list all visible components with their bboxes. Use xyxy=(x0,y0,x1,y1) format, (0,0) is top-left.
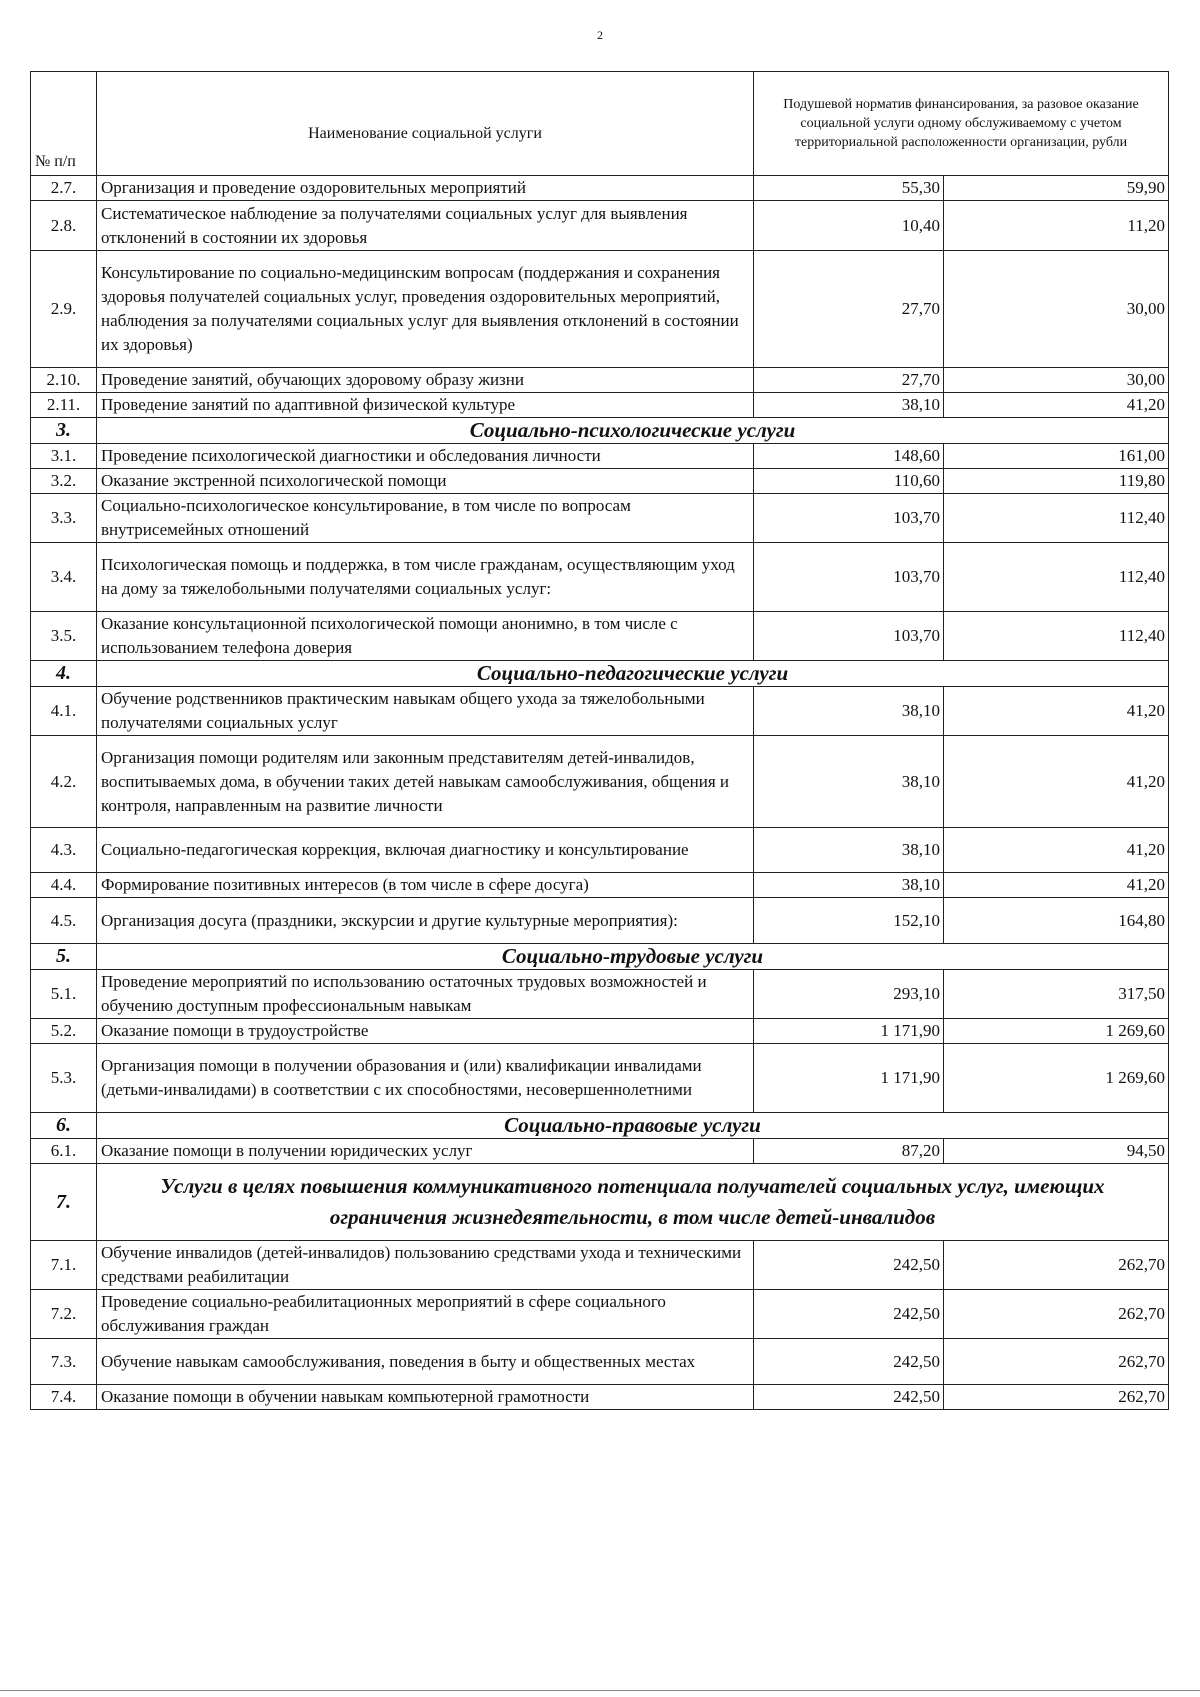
page-number: 2 xyxy=(597,28,603,42)
table-row xyxy=(31,828,1169,873)
row-number: 4.2. xyxy=(31,736,97,828)
row-number: 4.3. xyxy=(31,828,97,873)
norm-value-2: 164,80 xyxy=(944,898,1169,944)
service-name: Оказание консультационной психологической помощи анонимно, в том числе с использованием телефона доверия xyxy=(97,612,754,661)
norm-value-1: 87,20 xyxy=(754,1139,944,1164)
norm-value-2: 94,50 xyxy=(944,1139,1169,1164)
table-row xyxy=(31,873,1169,898)
norm-value-2: 262,70 xyxy=(944,1241,1169,1290)
row-number: 6.1. xyxy=(31,1139,97,1164)
service-name: Психологическая помощь и поддержка, в том числе гражданам, осуществляющим уход на дому за тяжелобольными получателями социальных услуг: xyxy=(97,543,754,612)
service-name: Обучение инвалидов (детей-инвалидов) пользованию средствами ухода и техническими средствами реабилитации xyxy=(97,1241,754,1290)
norm-value-2: 161,00 xyxy=(944,444,1169,469)
row-number: 3.2. xyxy=(31,469,97,494)
row-number: 2.8. xyxy=(31,201,97,251)
norm-value-1: 103,70 xyxy=(754,494,944,543)
table-row xyxy=(31,543,1169,612)
row-number: 5.1. xyxy=(31,970,97,1019)
table-row xyxy=(31,1290,1169,1339)
norm-value-2: 41,20 xyxy=(944,828,1169,873)
norm-value-1: 38,10 xyxy=(754,736,944,828)
norm-value-2: 41,20 xyxy=(944,687,1169,736)
service-name: Обучение навыкам самообслуживания, поведения в быту и общественных местах xyxy=(97,1339,754,1385)
table-row xyxy=(31,612,1169,661)
row-number: 5.2. xyxy=(31,1019,97,1044)
norm-value-2: 317,50 xyxy=(944,970,1169,1019)
table-row xyxy=(31,1385,1169,1410)
norm-value-1: 38,10 xyxy=(754,828,944,873)
row-number: 4.5. xyxy=(31,898,97,944)
section-title: Социально-трудовые услуги xyxy=(97,944,1169,970)
norm-value-1: 27,70 xyxy=(754,251,944,368)
service-name: Обучение родственников практическим навыкам общего ухода за тяжелобольными получателями социальных услуг xyxy=(97,687,754,736)
table-row xyxy=(31,1339,1169,1385)
norm-value-1: 148,60 xyxy=(754,444,944,469)
service-name: Социально-психологическое консультирование, в том числе по вопросам внутрисемейных отношений xyxy=(97,494,754,543)
norm-value-1: 10,40 xyxy=(754,201,944,251)
norm-value-2: 59,90 xyxy=(944,176,1169,201)
row-number: 5.3. xyxy=(31,1044,97,1113)
section-title: Услуги в целях повышения коммуникативного потенциала получателей социальных услуг, имеющих ограничения жизнедеятельности, в том числе детей-инвалидов xyxy=(97,1164,1169,1241)
norm-value-1: 55,30 xyxy=(754,176,944,201)
norm-value-1: 38,10 xyxy=(754,687,944,736)
service-name: Консультирование по социально-медицинским вопросам (поддержания и сохранения здоровья получателей социальных услуг, проведения оздоровительных мероприятий, наблюдения за получателями социальных услуг для выявления отклонений в состоянии их здоровья) xyxy=(97,251,754,368)
section-row xyxy=(31,1113,1169,1139)
table-row xyxy=(31,494,1169,543)
norm-value-1: 242,50 xyxy=(754,1339,944,1385)
table-row xyxy=(31,469,1169,494)
norm-value-1: 103,70 xyxy=(754,612,944,661)
table-row xyxy=(31,201,1169,251)
section-number: 5. xyxy=(31,944,97,970)
row-number: 4.4. xyxy=(31,873,97,898)
section-title: Социально-правовые услуги xyxy=(97,1113,1169,1139)
norm-value-2: 262,70 xyxy=(944,1290,1169,1339)
norm-value-2: 11,20 xyxy=(944,201,1169,251)
service-name: Социально-педагогическая коррекция, включая диагностику и консультирование xyxy=(97,828,754,873)
norm-value-2: 119,80 xyxy=(944,469,1169,494)
norm-value-2: 1 269,60 xyxy=(944,1044,1169,1113)
norm-value-2: 41,20 xyxy=(944,873,1169,898)
table-row xyxy=(31,687,1169,736)
norm-value-2: 262,70 xyxy=(944,1385,1169,1410)
norm-value-1: 152,10 xyxy=(754,898,944,944)
service-name: Проведение занятий по адаптивной физической культуре xyxy=(97,393,754,418)
row-number: 2.10. xyxy=(31,368,97,393)
norm-value-2: 41,20 xyxy=(944,393,1169,418)
table-row xyxy=(31,251,1169,368)
norm-value-1: 103,70 xyxy=(754,543,944,612)
service-name: Систематическое наблюдение за получателями социальных услуг для выявления отклонений в состоянии их здоровья xyxy=(97,201,754,251)
section-number: 6. xyxy=(31,1113,97,1139)
table-row xyxy=(31,176,1169,201)
section-title: Социально-психологические услуги xyxy=(97,418,1169,444)
norm-value-2: 112,40 xyxy=(944,494,1169,543)
norm-value-2: 112,40 xyxy=(944,612,1169,661)
table-row xyxy=(31,368,1169,393)
header-service-name: Наименование социальной услуги xyxy=(97,72,754,176)
service-name: Организация помощи родителям или законным представителям детей-инвалидов, воспитываемых дома, в обучении таких детей навыкам самообслуживания, общения и контроля, направленным на развитие личности xyxy=(97,736,754,828)
table-row xyxy=(31,1139,1169,1164)
service-name: Формирование позитивных интересов (в том числе в сфере досуга) xyxy=(97,873,754,898)
row-number: 3.3. xyxy=(31,494,97,543)
row-number: 7.1. xyxy=(31,1241,97,1290)
norm-value-1: 38,10 xyxy=(754,873,944,898)
row-number: 7.4. xyxy=(31,1385,97,1410)
service-name: Организация досуга (праздники, экскурсии и другие культурные мероприятия): xyxy=(97,898,754,944)
table-row xyxy=(31,736,1169,828)
table-row xyxy=(31,393,1169,418)
service-name: Организация и проведение оздоровительных мероприятий xyxy=(97,176,754,201)
bottom-rule xyxy=(0,1690,1200,1691)
section-number: 4. xyxy=(31,661,97,687)
section-title: Социально-педагогические услуги xyxy=(97,661,1169,687)
norm-value-1: 242,50 xyxy=(754,1290,944,1339)
row-number: 7.3. xyxy=(31,1339,97,1385)
header-number: № п/п xyxy=(31,72,97,176)
row-number: 4.1. xyxy=(31,687,97,736)
section-number: 7. xyxy=(31,1164,97,1241)
section-row xyxy=(31,1164,1169,1241)
row-number: 7.2. xyxy=(31,1290,97,1339)
section-row xyxy=(31,418,1169,444)
norm-value-1: 38,10 xyxy=(754,393,944,418)
row-number: 2.7. xyxy=(31,176,97,201)
service-name: Проведение мероприятий по использованию остаточных трудовых возможностей и обучению доступным профессиональным навыкам xyxy=(97,970,754,1019)
table-row xyxy=(31,898,1169,944)
norm-value-1: 110,60 xyxy=(754,469,944,494)
header-financing-norm: Подушевой норматив финансирования, за разовое оказание социальной услуги одному обслуживаемому с учетом территориальной расположенности организации, рубли xyxy=(754,72,1169,176)
row-number: 3.1. xyxy=(31,444,97,469)
service-name: Оказание помощи в обучении навыкам компьютерной грамотности xyxy=(97,1385,754,1410)
service-name: Оказание помощи в трудоустройстве xyxy=(97,1019,754,1044)
norm-value-1: 1 171,90 xyxy=(754,1019,944,1044)
table-row xyxy=(31,970,1169,1019)
table-row xyxy=(31,1044,1169,1113)
section-number: 3. xyxy=(31,418,97,444)
table-header-row xyxy=(31,72,1169,176)
norm-value-2: 41,20 xyxy=(944,736,1169,828)
norm-value-2: 30,00 xyxy=(944,251,1169,368)
norm-value-1: 27,70 xyxy=(754,368,944,393)
section-row xyxy=(31,661,1169,687)
row-number: 2.11. xyxy=(31,393,97,418)
table-row xyxy=(31,1019,1169,1044)
table-row xyxy=(31,1241,1169,1290)
service-name: Проведение социально-реабилитационных мероприятий в сфере социального обслуживания граждан xyxy=(97,1290,754,1339)
norm-value-1: 1 171,90 xyxy=(754,1044,944,1113)
service-name: Проведение психологической диагностики и обследования личности xyxy=(97,444,754,469)
service-name: Организация помощи в получении образования и (или) квалификации инвалидами (детьми-инвалидами) в соответствии с их способностями, несовершеннолетними xyxy=(97,1044,754,1113)
row-number: 3.5. xyxy=(31,612,97,661)
norm-value-2: 112,40 xyxy=(944,543,1169,612)
service-name: Проведение занятий, обучающих здоровому образу жизни xyxy=(97,368,754,393)
service-name: Оказание помощи в получении юридических услуг xyxy=(97,1139,754,1164)
norm-value-1: 242,50 xyxy=(754,1241,944,1290)
table-row xyxy=(31,444,1169,469)
norm-value-1: 293,10 xyxy=(754,970,944,1019)
norm-value-2: 30,00 xyxy=(944,368,1169,393)
row-number: 3.4. xyxy=(31,543,97,612)
service-name: Оказание экстренной психологической помощи xyxy=(97,469,754,494)
row-number: 2.9. xyxy=(31,251,97,368)
norm-value-1: 242,50 xyxy=(754,1385,944,1410)
norm-value-2: 262,70 xyxy=(944,1339,1169,1385)
norm-value-2: 1 269,60 xyxy=(944,1019,1169,1044)
section-row xyxy=(31,944,1169,970)
services-table xyxy=(30,71,1169,1410)
